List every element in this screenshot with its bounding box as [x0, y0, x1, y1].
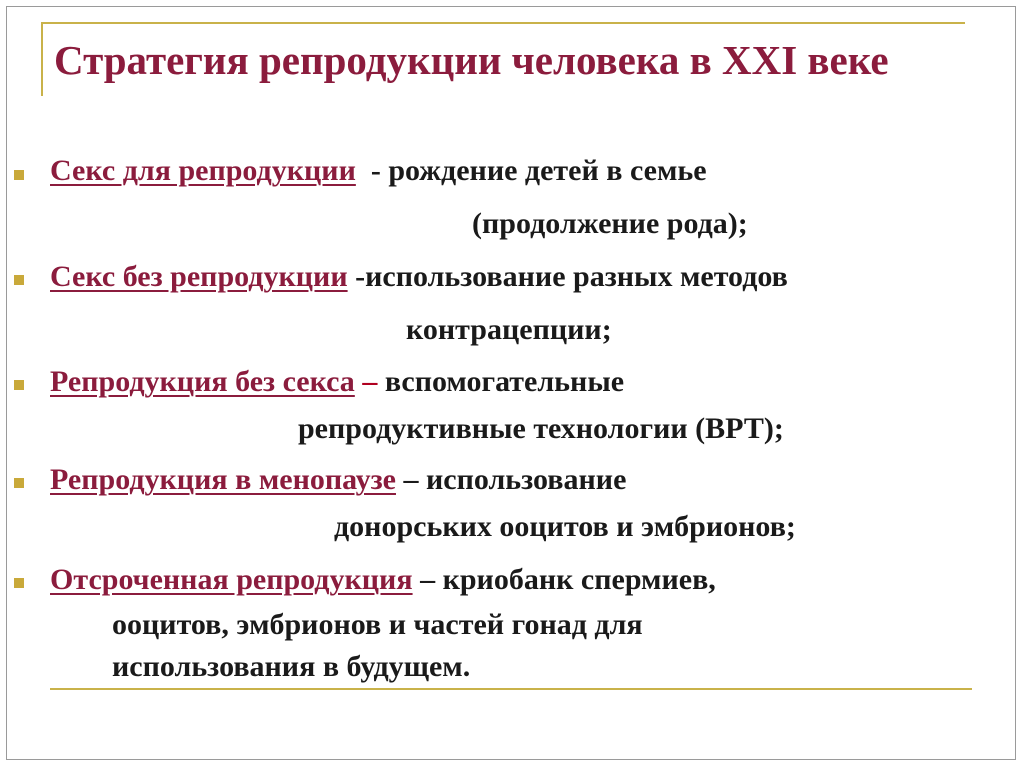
list-item — [50, 463, 626, 498]
item-description: криобанк спермиев, — [442, 563, 716, 596]
item-description-continuation: (продолжение рода); — [472, 207, 748, 240]
page-title: Стратегия репродукции человека в XXI веке — [54, 37, 889, 83]
item-description-continuation: репродуктивные технологии (ВРТ); — [298, 412, 784, 445]
item-term: Репродукция без секса — [50, 365, 355, 398]
item-term: Секс для репродукции — [50, 154, 356, 187]
item-description-continuation: донорських ооцитов и эмбрионов; — [334, 510, 796, 543]
item-separator: - — [355, 154, 389, 187]
item-term: Отсроченная репродукция — [50, 563, 413, 596]
bottom-accent-rule — [50, 688, 972, 690]
list-item — [50, 563, 716, 598]
item-description: рождение детей в семье — [388, 154, 707, 187]
item-separator: - — [347, 260, 366, 293]
bullet-marker — [14, 578, 24, 588]
item-separator: – — [412, 563, 443, 596]
bullet-marker — [14, 478, 24, 488]
item-term: Репродукция в менопаузе — [50, 463, 396, 496]
bullet-marker — [14, 275, 24, 285]
list-item — [50, 154, 707, 189]
item-separator: – — [395, 463, 426, 496]
bullet-marker — [14, 380, 24, 390]
item-description-continuation: использования в будущем. — [112, 650, 471, 683]
list-item — [50, 365, 624, 400]
item-description: вспомогательные — [384, 365, 625, 398]
list-item — [50, 260, 788, 295]
item-description-continuation: контрацепции; — [406, 313, 612, 346]
item-description: использование — [425, 463, 627, 496]
item-separator: – — [354, 365, 385, 398]
item-description-continuation: ооцитов, эмбрионов и частей гонад для — [112, 608, 643, 641]
bullet-marker — [14, 170, 24, 180]
item-description: использование разных методов — [365, 260, 788, 293]
item-term: Секс без репродукции — [50, 260, 348, 293]
